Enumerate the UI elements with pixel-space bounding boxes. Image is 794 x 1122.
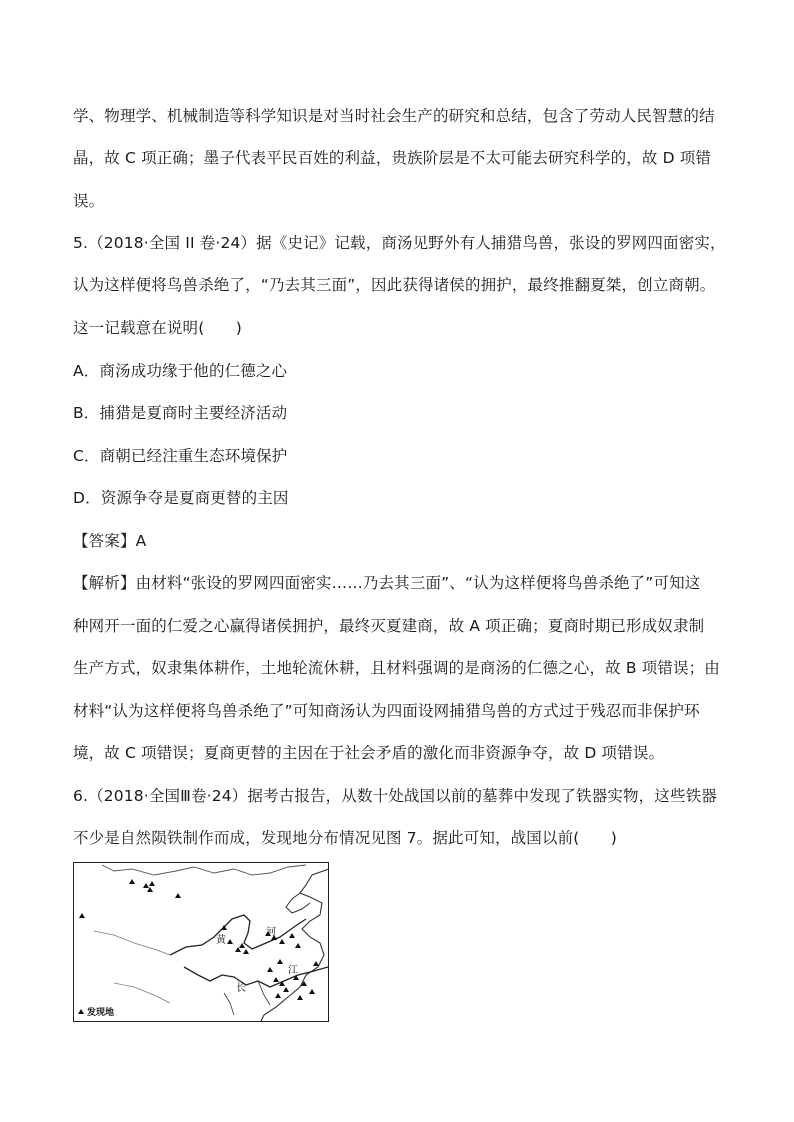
river-label-chang: 长	[236, 983, 246, 994]
analysis-line-5: 境，故 C 项错误；夏商更替的主因在于社会矛盾的激化而非资源争夺，故 D 项错误。	[73, 744, 665, 762]
question-5-stem-line-3: 这一记载意在说明( )	[73, 319, 242, 337]
marker	[313, 961, 319, 966]
marker	[149, 881, 155, 886]
option-b: B．捕猎是夏商时主要经济活动	[73, 404, 288, 422]
yangtze-river	[184, 967, 328, 987]
question-5-stem-line-2: 认为这样便将鸟兽杀绝了，“乃去其三面”，因此获得诸侯的拥护，最终推翻夏桀，创立商朝。	[73, 276, 716, 294]
river-label-he: 河	[266, 927, 276, 938]
legend-marker-icon	[78, 1009, 84, 1014]
text-line-2: 晶，故 C 项正确；墨子代表平民百姓的利益，贵族阶层是不太可能去研究科学的，故 D 项错	[73, 149, 712, 167]
marker	[283, 987, 289, 992]
analysis-line-1: 【解析】由材料“张设的罗网四面密实……乃去其三面”、“认为这样便将鸟兽杀绝了”可知这	[73, 574, 701, 592]
question-5-stem-line-1: 5.（2018·全国 II 卷·24）据《史记》记载，商汤见野外有人捕猎鸟兽，张设的罗网四面密实，	[73, 234, 726, 252]
marker	[267, 967, 273, 972]
province-line	[94, 931, 170, 1003]
river-label-jiang: 江	[288, 965, 298, 976]
map-drawing	[74, 863, 329, 1022]
marker	[79, 913, 85, 918]
iron-artifact-map	[73, 862, 329, 1022]
marker	[273, 977, 279, 982]
marker	[295, 943, 301, 948]
analysis-line-4: 材料“认为这样便将鸟兽杀绝了”可知商汤认为四面设网捕猎鸟兽的方式过于残忍而非保护环	[73, 702, 700, 720]
text-line-3: 误。	[73, 192, 105, 210]
option-d: D．资源争夺是夏商更替的主因	[73, 489, 289, 507]
river-tributary	[224, 981, 270, 1015]
text-line-1: 学、物理学、机械制造等科学知识是对当时社会生产的研究和总结，包含了劳动人民智慧的结	[73, 107, 715, 125]
marker	[279, 981, 285, 986]
marker	[175, 893, 181, 898]
northern-border	[102, 865, 306, 875]
marker	[277, 959, 283, 964]
question-6-stem-line-1: 6.（2018·全国Ⅲ卷·24）据考古报告，从数十处战国以前的墓葬中发现了铁器实物，这些铁器	[73, 787, 717, 805]
marker	[309, 989, 315, 994]
coastline	[260, 869, 329, 1022]
legend-label: 发现地	[87, 1008, 115, 1018]
option-a: A．商汤成功缘于他的仁德之心	[73, 362, 288, 380]
question-6-stem-line-2: 不少是自然陨铁制作而成，发现地分布情况见图 7。据此可知，战国以前( )	[73, 829, 617, 847]
marker	[243, 949, 249, 954]
marker	[279, 939, 285, 944]
analysis-line-3: 生产方式，奴隶集体耕作，土地轮流休耕，且材料强调的是商汤的仁德之心，故 B 项错误；由	[73, 659, 720, 677]
analysis-line-2: 种网开一面的仁爱之心赢得诸侯拥护，最终灭夏建商，故 A 项正确；夏商时期已形成奴隶制	[73, 617, 705, 635]
river-label-huang: 黄	[216, 935, 226, 946]
marker	[275, 993, 281, 998]
marker	[129, 879, 135, 884]
option-c: C．商朝已经注重生态环境保护	[73, 447, 288, 465]
marker	[143, 883, 149, 888]
marker	[289, 933, 295, 938]
map-legend	[78, 1006, 114, 1018]
marker	[227, 939, 233, 944]
marker	[297, 995, 303, 1000]
answer-line: 【答案】A	[73, 532, 147, 550]
